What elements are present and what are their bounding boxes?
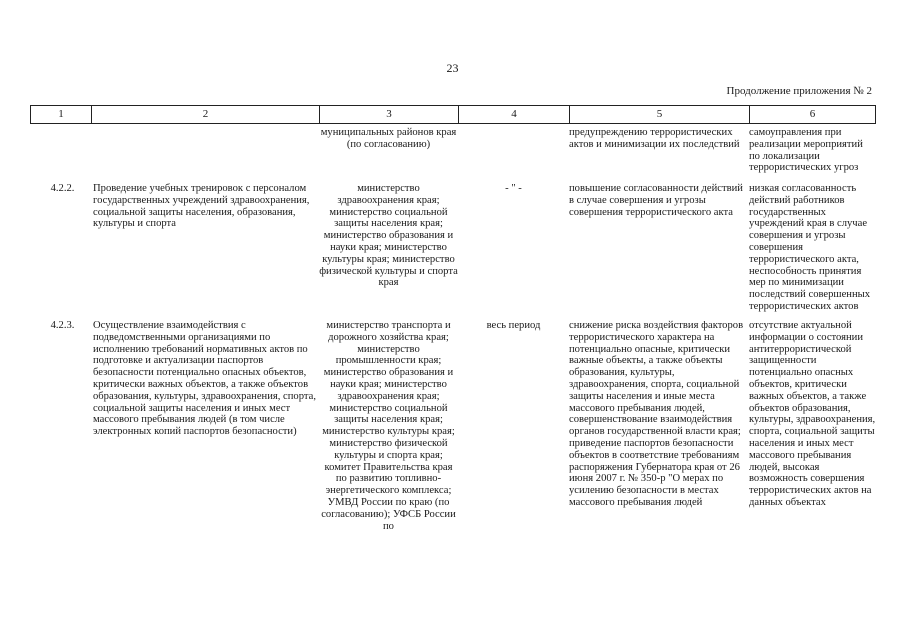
column-header: 3: [319, 106, 458, 123]
row-number: 4.2.3.: [50, 320, 75, 331]
responsible-executors: министерство транспорта и дорожного хозяйства края; министерство промышленности края; министерство образования и науки края; министерство здравоохранения края; министерство социальной защиты населения края; министерство культуры края; министерство физической культуры и спорта края; комитет Правительства края по развитию топливно-энергетического комплекса; УМВД России по краю (по согласованию); УФСБ России по: [321, 320, 456, 532]
non-implementation-risk: низкая согласованность действий работников государственных учреждений края в случае совершения и угрозы совершения террористического акта, неспособность принятия мер по минимизации последствий совершенных террористических актов: [749, 183, 871, 312]
expected-result: предупреждению террористических актов и минимизации их последствий: [569, 127, 740, 150]
measure-description: Осуществление взаимодействия с подведомственными организациями по исполнению требований нормативных актов по подготовке и актуализации паспортов безопасности потенциально опасных объектов, критически важных объектов, а также объектов образования, культуры, здравоохранения, спорта, социальной защиты населения и иных мест массового пребывания людей (в том числе электронных копий паспортов безопасности): [93, 320, 316, 438]
column-header: 5: [569, 106, 749, 123]
column-header: 2: [91, 106, 319, 123]
measure-description: Проведение учебных тренировок с персоналом государственных учреждений здравоохранения, социальной защиты населения, образования, культуры и спорта: [93, 183, 310, 230]
continuation-note: Продолжение приложения № 2: [726, 85, 872, 97]
expected-result: повышение согласованности действий в случае совершения и угрозы совершения террористического акта: [569, 183, 743, 218]
column-header: 4: [458, 106, 569, 123]
expected-result: снижение риска воздействия факторов террористического характера на потенциально опасные, критически важные объекты, а также объекты образования, культуры, здравоохранения, спорта, социальной защиты населения и иные места массового пребывания людей, совершенствование взаимодействия органов государственной власти края; приведение паспортов безопасности объектов в соответствие требованиям распоряжения Губернатора края от 26 июня 2007 г. № 350-р "О мерах по усилению безопасности в местах массового пребывания людей: [569, 320, 744, 508]
responsible-executors: муниципальных районов края (по согласованию): [320, 127, 457, 150]
responsible-executors: министерство здравоохранения края; министерство социальной защиты населения края; министерство образования и науки края; министерство культуры края; министерство физической культуры и спорта края: [319, 183, 458, 289]
non-implementation-risk: самоуправления при реализации мероприятий по локализации террористических угроз: [749, 127, 863, 174]
row-number: 4.2.2.: [50, 183, 75, 194]
implementation-period: весь период: [486, 320, 541, 331]
non-implementation-risk: отсутствие актуальной информации о состоянии антитеррористической защищенности потенциально опасных объектов, критически важных объектов, а также объектов образования, культуры, здравоохранения, спорта, социальной защиты населения и иных мест массового пребывания людей, высокая возможность совершения террористических актов на данных объектах: [749, 320, 876, 508]
table-header-row: [30, 105, 876, 124]
implementation-period: - " -: [505, 183, 522, 194]
page-number: 23: [446, 61, 459, 75]
column-header: 1: [30, 106, 91, 123]
column-header: 6: [749, 106, 876, 123]
